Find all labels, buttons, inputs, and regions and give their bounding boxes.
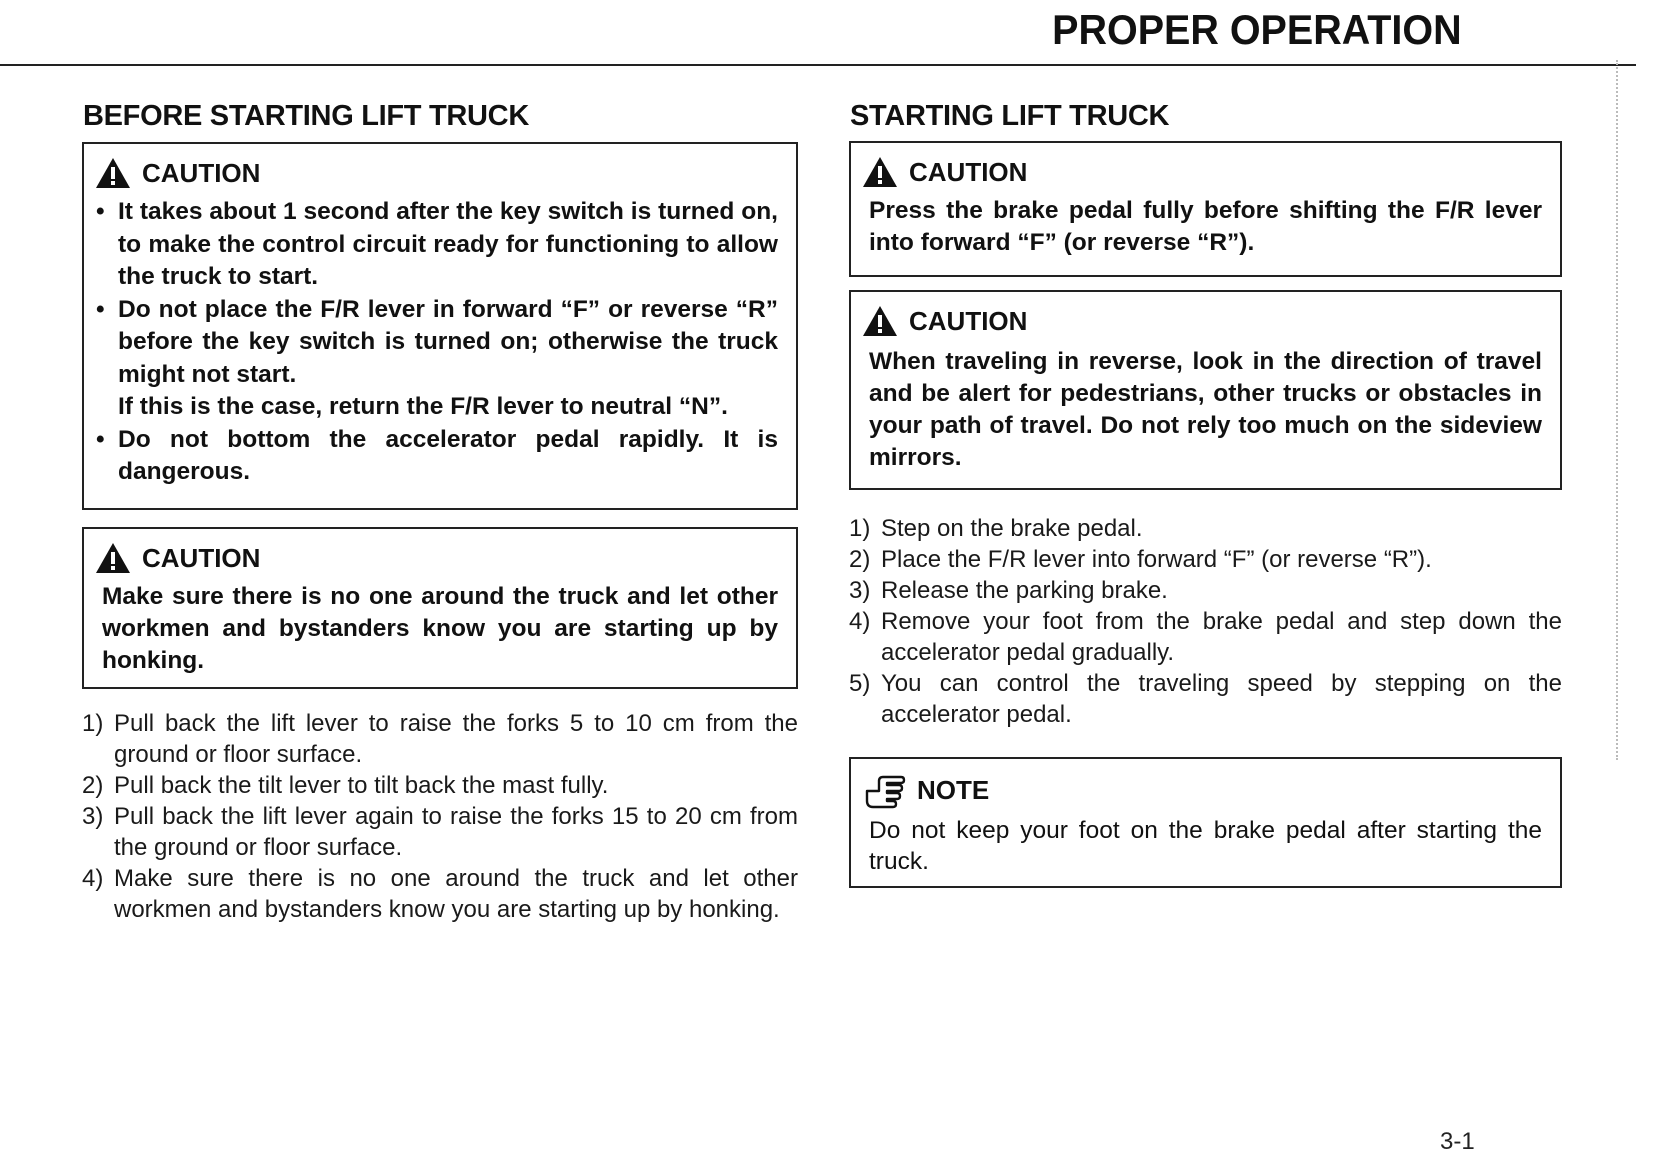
caution-bullet-extra-text: If this is the case, return the F/R lever to neutral “N”. <box>118 393 728 420</box>
caution-label: CAUTION <box>142 157 261 188</box>
page-edge-dots <box>1616 60 1618 760</box>
step-item <box>82 863 798 925</box>
step-item <box>82 801 798 863</box>
step-text: Pull back the lift lever to raise the forks 5 to 10 cm from the ground or floor surface. <box>114 710 798 768</box>
starting-steps <box>849 513 1562 730</box>
step-item <box>849 606 1562 668</box>
caution-label: CAUTION <box>142 542 261 573</box>
step-text: Remove your foot from the brake pedal and step down the accelerator pedal gradually. <box>881 608 1562 666</box>
step-number: 3) <box>849 577 871 604</box>
step-text: Pull back the lift lever again to raise the forks 15 to 20 cm from the ground or floor surface. <box>114 803 798 861</box>
step-item <box>82 770 798 801</box>
note-box <box>849 757 1562 888</box>
caution-bullet-text: It takes about 1 second after the key switch is turned on, to make the control circuit ready for functioning to allow the truck to start. <box>118 198 778 290</box>
step-text: Place the F/R lever into forward “F” (or reverse “R”). <box>881 546 1432 573</box>
warning-triangle-icon <box>94 541 132 575</box>
warning-triangle-icon <box>861 304 899 338</box>
step-number: 4) <box>82 865 104 892</box>
note-label: NOTE <box>917 774 990 805</box>
caution-text: Make sure there is no one around the truck and let other workmen and bystanders know you are starting up by honking. <box>102 583 778 674</box>
page-number: 3-1 <box>1440 1128 1475 1155</box>
warning-triangle-icon <box>861 155 899 189</box>
header-divider <box>0 64 1636 66</box>
caution-text: When traveling in reverse, look in the direction of travel and be alert for pedestrians, other trucks or obstacles in your path of travel. Do not rely too much on the sideview mirrors. <box>869 348 1542 471</box>
step-text: Step on the brake pedal. <box>881 515 1143 542</box>
page-title: PROPER OPERATION <box>1052 6 1462 53</box>
pointing-hand-icon <box>863 771 907 809</box>
step-item <box>82 708 798 770</box>
step-text: You can control the traveling speed by stepping on the accelerator pedal. <box>881 670 1562 728</box>
note-text: Do not keep your foot on the brake pedal after starting the truck. <box>869 817 1542 875</box>
step-item <box>849 575 1562 606</box>
caution-label: CAUTION <box>909 156 1028 187</box>
step-text: Release the parking brake. <box>881 577 1168 604</box>
step-text: Pull back the tilt lever to tilt back the mast fully. <box>114 772 609 799</box>
caution-box-honking <box>82 527 798 689</box>
section-title-starting: STARTING LIFT TRUCK <box>850 100 1170 132</box>
caution-label: CAUTION <box>909 305 1028 336</box>
warning-triangle-icon <box>94 156 132 190</box>
caution-box-key-switch <box>82 142 798 510</box>
step-number: 3) <box>82 803 104 830</box>
step-number: 5) <box>849 670 871 697</box>
step-number: 2) <box>82 772 104 799</box>
step-number: 2) <box>849 546 871 573</box>
step-text: Make sure there is no one around the truck and let other workmen and bystanders know you are starting up by honking. <box>114 865 798 923</box>
caution-box-reverse-travel <box>849 290 1562 490</box>
caution-box-brake-pedal <box>849 141 1562 277</box>
caution-bullet-text: Do not bottom the accelerator pedal rapidly. It is dangerous. <box>118 425 778 485</box>
section-title-before-starting: BEFORE STARTING LIFT TRUCK <box>83 100 529 132</box>
caution-bullet <box>94 424 778 489</box>
step-number: 1) <box>849 515 871 542</box>
caution-bullet <box>94 294 778 424</box>
caution-bullet-text: Do not place the F/R lever in forward “F” or reverse “R” before the key switch is turned on; otherwise the truck might not start. <box>118 295 778 388</box>
caution-bullet <box>94 196 778 294</box>
step-number: 1) <box>82 710 104 737</box>
step-item <box>849 513 1562 544</box>
caution-text: Press the brake pedal fully before shifting the F/R lever into forward “F” (or reverse “R”). <box>869 197 1542 256</box>
step-number: 4) <box>849 608 871 635</box>
caution-bullet-list <box>94 196 778 489</box>
before-starting-steps <box>82 708 798 925</box>
step-item <box>849 668 1562 730</box>
step-item <box>849 544 1562 575</box>
